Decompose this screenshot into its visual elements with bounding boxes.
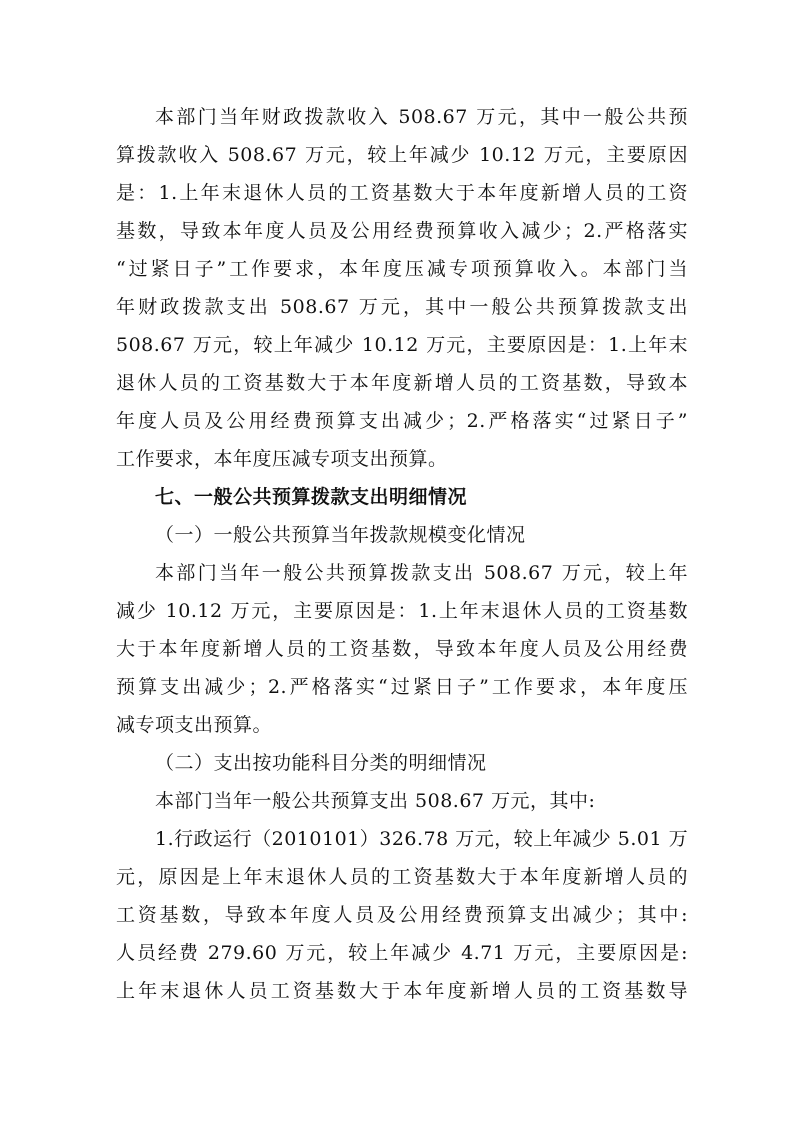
paragraph-line: 工作要求，本年度压减专项支出预算。	[116, 448, 448, 470]
paragraph-line: 年度人员及公用经费预算支出减少；2.严格落实“过紧日子”	[116, 410, 688, 432]
paragraph-line: “过紧日子”工作要求，本年度压减专项预算收入。本部门当	[116, 258, 688, 280]
paragraph-line: 预算支出减少；2.严格落实“过紧日子”工作要求，本年度压	[116, 676, 688, 698]
paragraph-line: 工资基数，导致本年度人员及公用经费预算支出减少；其中:	[116, 904, 688, 926]
paragraph-line: 本部门当年财政拨款收入 508.67 万元，其中一般公共预	[155, 106, 688, 128]
paragraph-line: 基数，导致本年度人员及公用经费预算收入减少；2.严格落实	[116, 220, 688, 242]
paragraph-line: 减少 10.12 万元，主要原因是：1.上年末退休人员的工资基数	[116, 600, 688, 622]
paragraph-line: 1.行政运行（2010101）326.78 万元，较上年减少 5.01 万	[155, 828, 689, 850]
paragraph-line: 上年末退休人员工资基数大于本年度新增人员的工资基数导	[116, 980, 688, 1002]
section-heading: 七、一般公共预算拨款支出明细情况	[155, 486, 468, 508]
paragraph-line: 大于本年度新增人员的工资基数，导致本年度人员及公用经费	[116, 638, 688, 660]
paragraph-line: 本部门当年一般公共预算拨款支出 508.67 万元，较上年	[155, 562, 688, 584]
paragraph-line: 508.67 万元，较上年减少 10.12 万元，主要原因是：1.上年末	[116, 334, 688, 356]
paragraph-line: 减专项支出预算。	[116, 714, 273, 736]
paragraph-line: 是：1.上年末退休人员的工资基数大于本年度新增人员的工资	[116, 182, 688, 204]
paragraph-line: 年财政拨款支出 508.67 万元，其中一般公共预算拨款支出	[116, 296, 688, 318]
paragraph-line: 元，原因是上年末退休人员的工资基数大于本年度新增人员的	[116, 866, 688, 888]
paragraph-line: 人员经费 279.60 万元，较上年减少 4.71 万元，主要原因是:	[116, 942, 688, 964]
paragraph-line: 退休人员的工资基数大于本年度新增人员的工资基数，导致本	[116, 372, 688, 394]
paragraph-line: 算拨款收入 508.67 万元，较上年减少 10.12 万元，主要原因	[116, 144, 688, 166]
subsection-heading: （一）一般公共预算当年拨款规模变化情况	[155, 524, 526, 546]
paragraph-line: 本部门当年一般公共预算支出 508.67 万元，其中:	[155, 790, 596, 812]
subsection-heading: （二）支出按功能科目分类的明细情况	[155, 752, 487, 774]
